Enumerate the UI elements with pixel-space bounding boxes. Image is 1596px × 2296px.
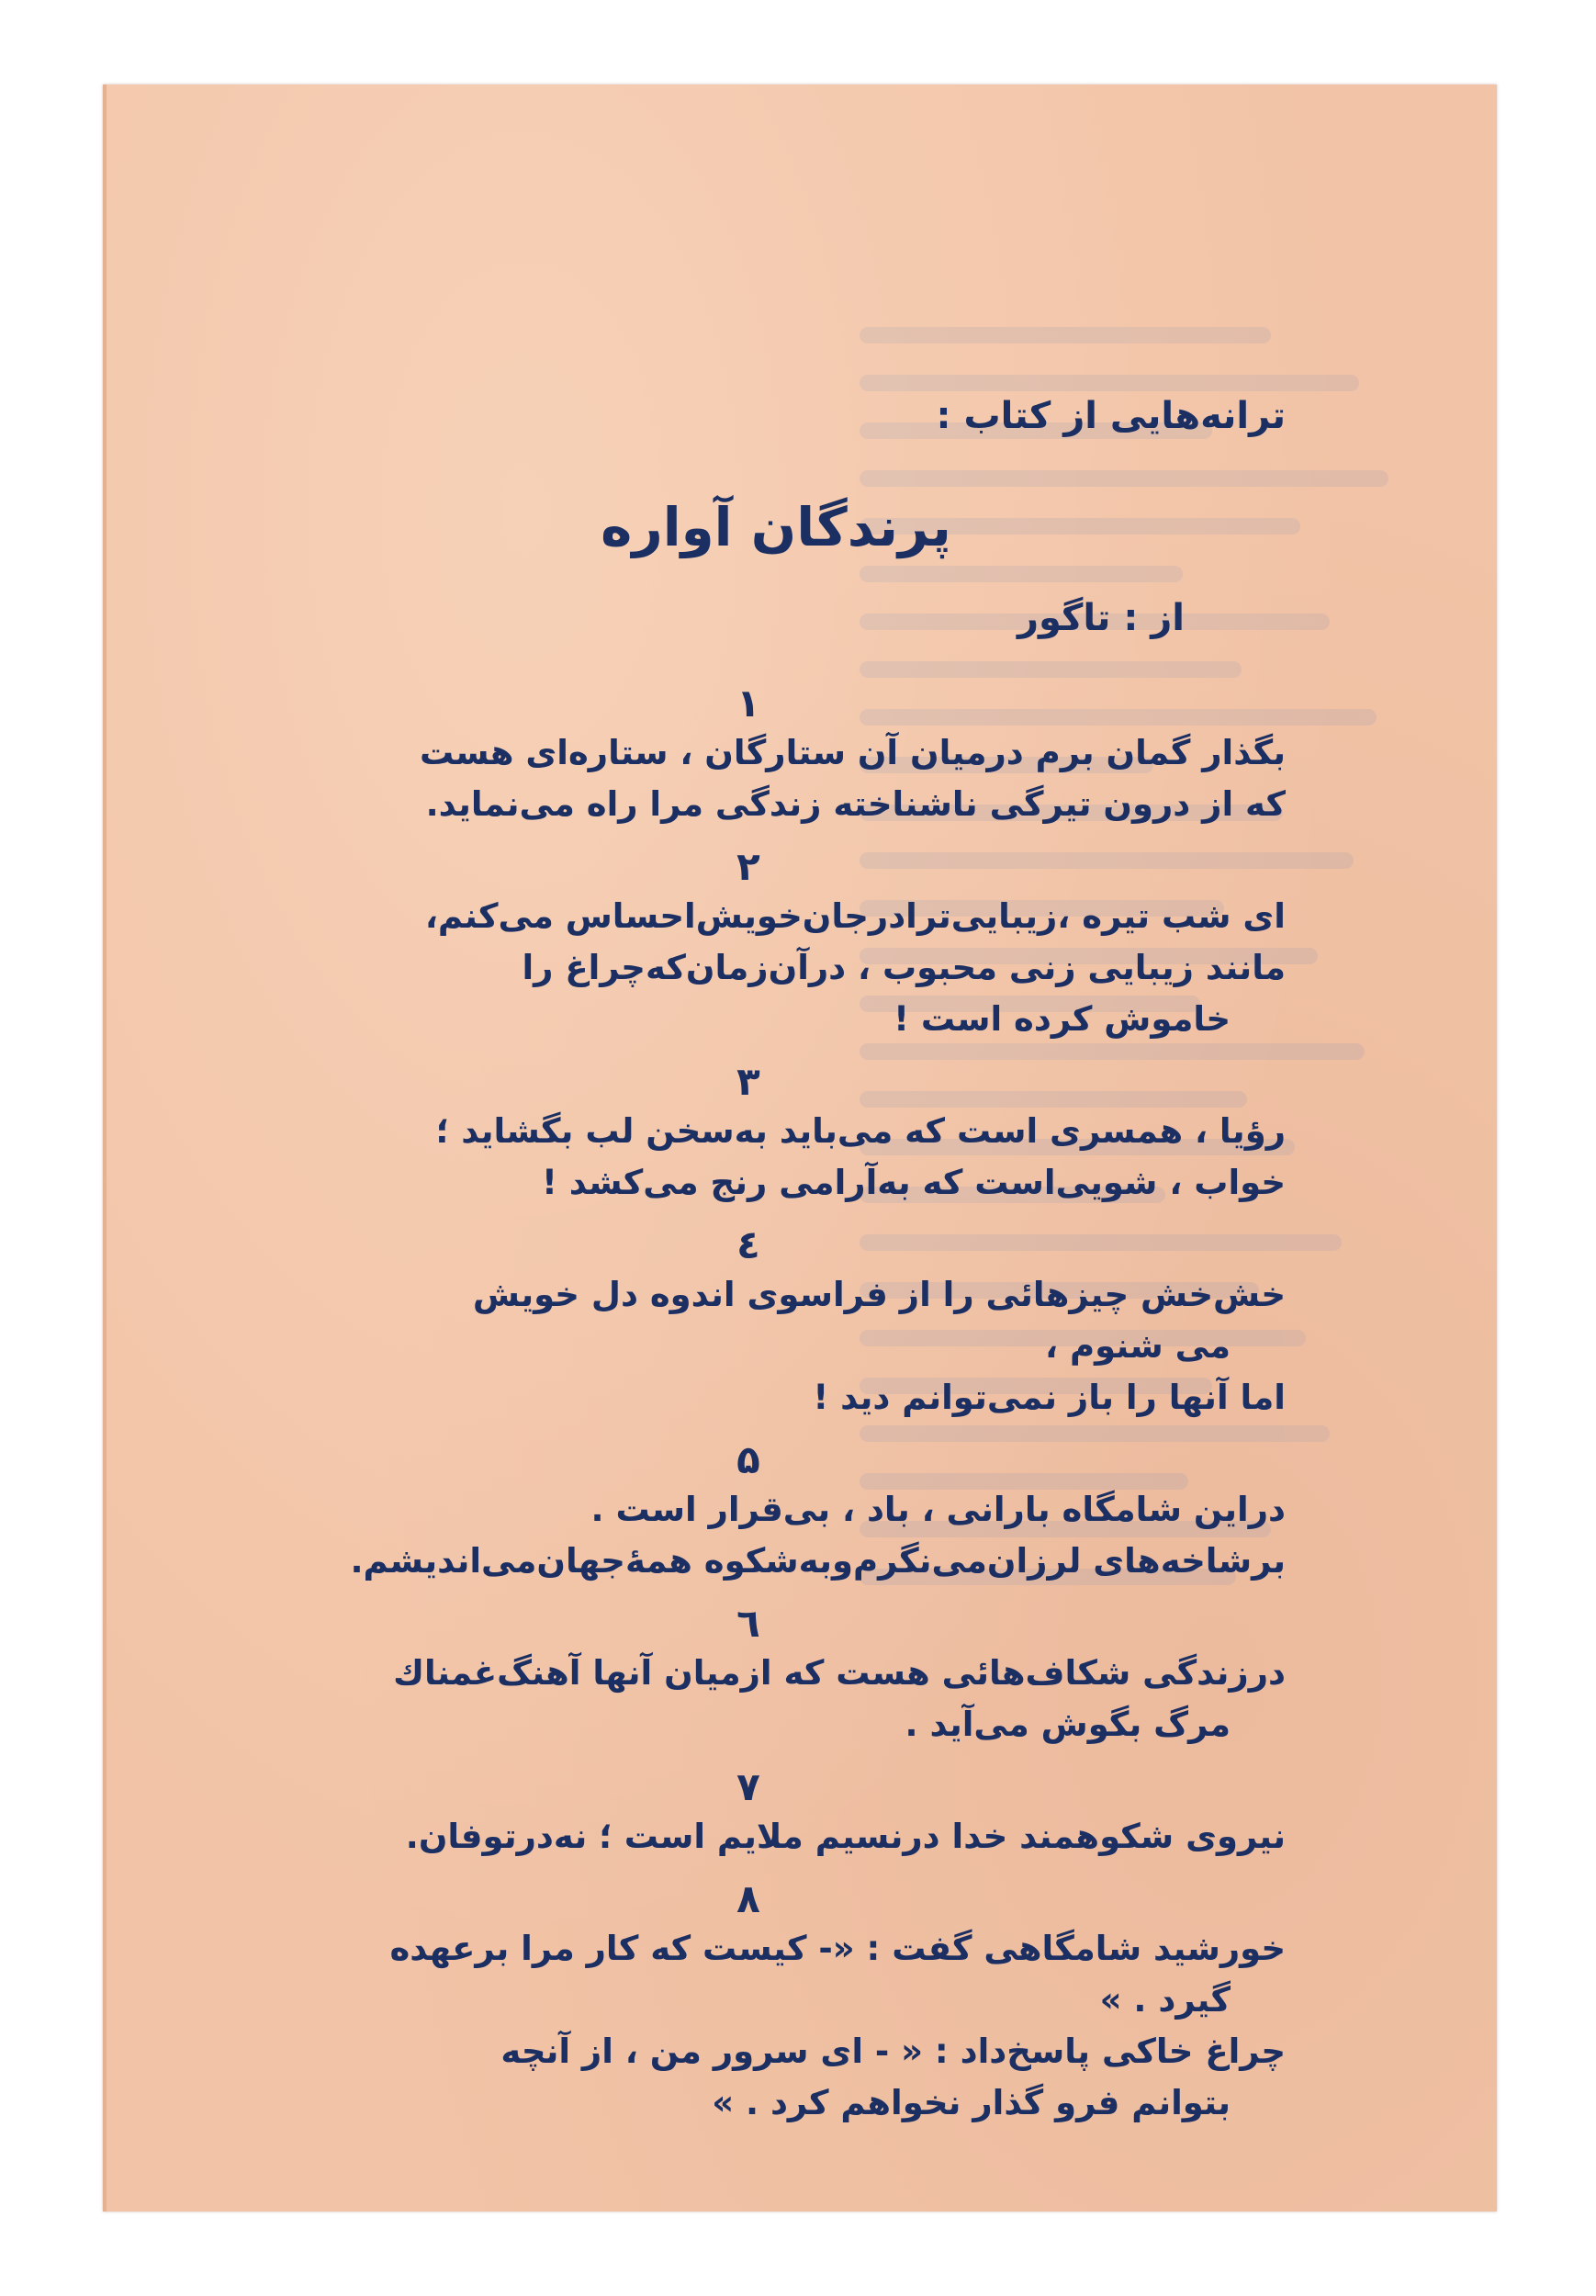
poem-line: برشاخه‌های لرزان‌می‌نگرم‌وبه‌شکوه همهٔ‌جهان‌می‌اندیشم. — [350, 1541, 1286, 1581]
poem-number: ۸ — [736, 1876, 760, 1921]
page-title: پرندگان آواره — [601, 496, 951, 558]
poem-list — [156, 680, 1286, 2142]
poem-line: خورشید شامگاهی گفت : «- کیست که کار مرا برعهده — [389, 1929, 1286, 1968]
poem-line: مانند زیبایی زنی محبوب ، درآن‌زمان‌که‌چراغ را — [522, 948, 1286, 987]
poem-5 — [156, 1436, 1286, 1587]
poem-line: خش‌خش چیزهائی را از فراسوی اندوه دل خویش — [472, 1275, 1286, 1314]
poem-3 — [156, 1058, 1286, 1209]
poem-1 — [156, 680, 1286, 830]
poem-line: می شنوم ، — [1045, 1326, 1231, 1366]
intro-heading: ترانه‌هایی از کتاب : — [936, 395, 1286, 437]
poem-line: اما آنها را باز نمی‌توانم دید ! — [813, 1378, 1286, 1417]
poem-number: ۷ — [736, 1764, 760, 1809]
poem-number: ٤ — [736, 1222, 760, 1267]
poem-line: گیرد . » — [1099, 1980, 1231, 2020]
poem-line: که از درون تیرگی ناشناخته زندگی مرا راه می‌نماید. — [425, 784, 1286, 824]
poem-line: بگذار گمان برم درمیان آن ستارگان ، ستاره‌ای هست — [420, 733, 1286, 772]
poem-4 — [156, 1221, 1286, 1424]
poem-line: مرگ بگوش می‌آید . — [905, 1705, 1231, 1744]
poem-line: خاموش کرده است ! — [894, 999, 1231, 1039]
poem-number: ۱ — [736, 681, 760, 726]
poem-number: ۳ — [736, 1059, 760, 1104]
poem-line: بتوانم فرو گذار نخواهم کرد . » — [712, 2083, 1231, 2122]
author-line: از : تاگور — [1017, 597, 1185, 639]
poem-7 — [156, 1763, 1286, 1863]
poem-number: ۲ — [736, 844, 760, 889]
poem-2 — [156, 843, 1286, 1045]
poem-line: رؤیا ، همسری است که می‌باید به‌سخن لب بگشاید ؛ — [435, 1111, 1286, 1151]
poem-line: نیروی شکوهمند خدا درنسیم ملایم است ؛ نه‌درتوفان. — [405, 1817, 1286, 1856]
poem-8 — [156, 1875, 1286, 2129]
poem-line: خواب ، شویی‌است که به‌آرامی رنج می‌کشد ! — [541, 1163, 1286, 1202]
poem-line: چراغ خاکی پاسخ‌داد : « - ای سرور من ، از آنچه — [500, 2032, 1286, 2071]
poem-number: ۵ — [736, 1437, 760, 1482]
poem-6 — [156, 1600, 1286, 1750]
poem-line: درزندگی شکاف‌هائی هست که ازمیان آنها آهنگ‌غمناك — [393, 1653, 1286, 1693]
poem-line: ای شب تیره ،زیبایی‌ترادرجان‌خویش‌احساس می‌کنم، — [424, 896, 1286, 936]
poem-number: ٦ — [736, 1601, 760, 1646]
poem-line: دراین شامگاه بارانی ، باد ، بی‌قرار است . — [590, 1490, 1286, 1529]
